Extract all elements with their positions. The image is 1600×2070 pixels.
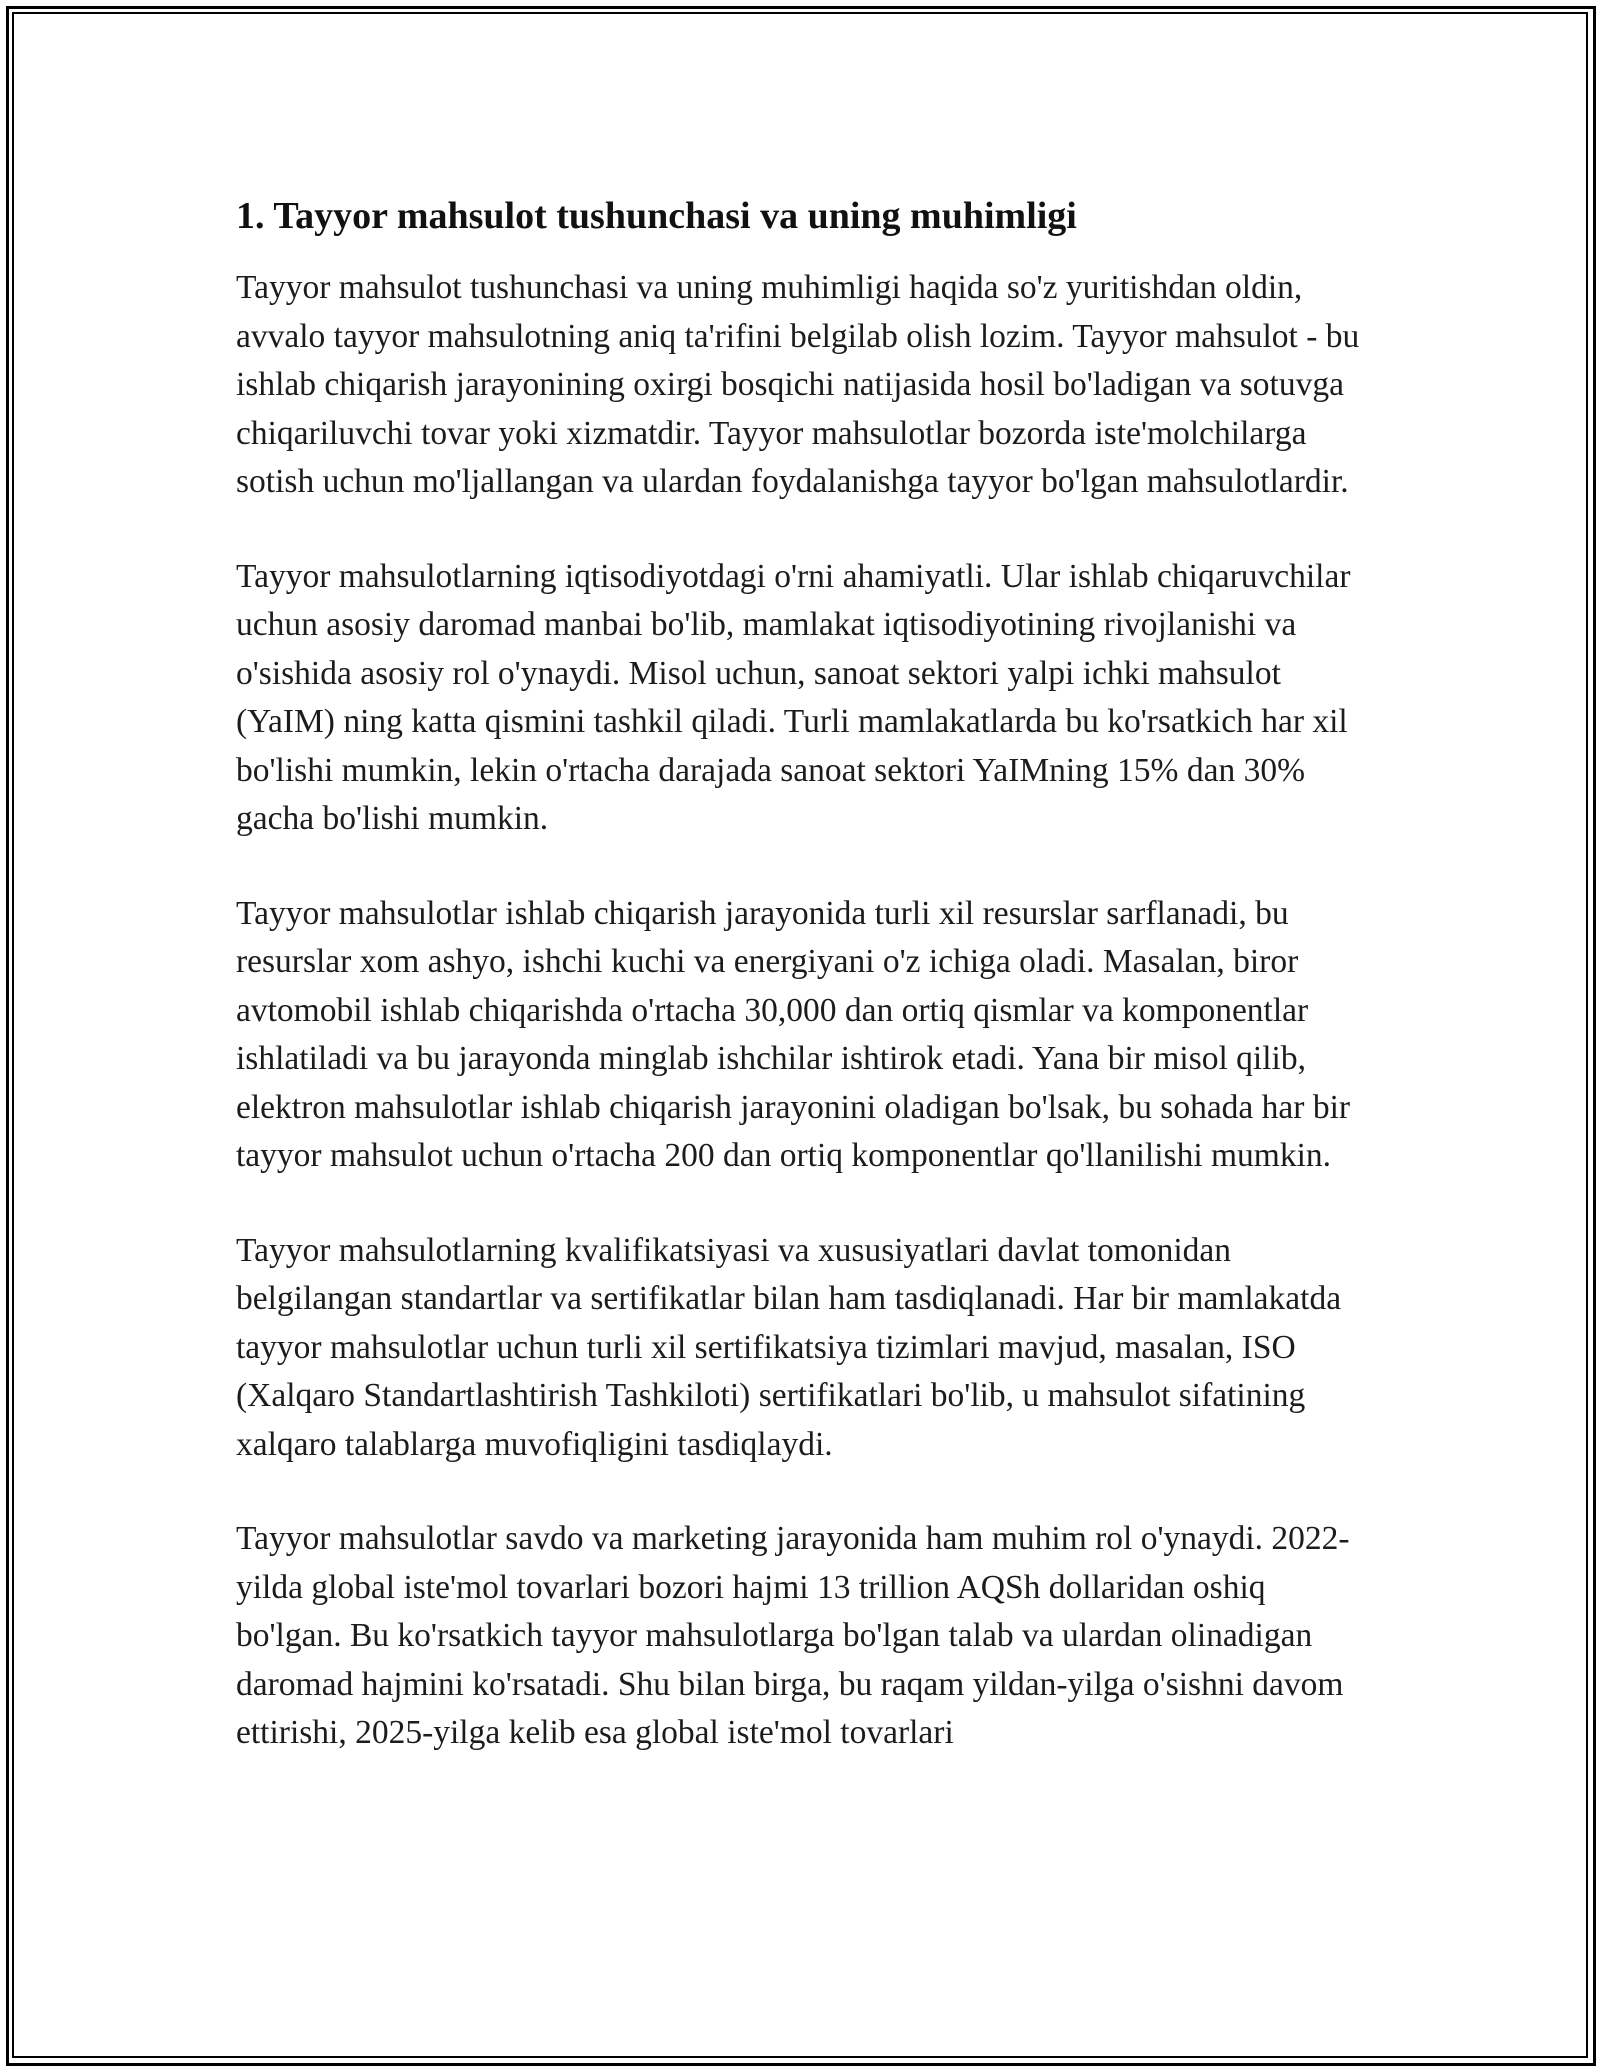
paragraph-standards: Tayyor mahsulotlarning kvalifikatsiyasi va xususiyatlari davlat tomonidan belgilangan standartlar va sertifikatlar bilan ham tasdiqlanadi. Har bir mamlakatda tayyor mahsulotlar uchun turli xil sertifikatsiya tizimlari mavjud, masalan, ISO (Xalqaro Standartlashtirish Tashkiloti) sertifikatlari bo'lib, u mahsulot sifatining xalqaro talablarga muvofiqligini tasdiqlaydi.	[236, 1231, 1342, 1463]
paragraph-definition: Tayyor mahsulot tushunchasi va uning muhimligi haqida so'z yuritishdan oldin, avvalo tayyor mahsulotning aniq ta'rifini belgilab olish lozim. Tayyor mahsulot - bu ishlab chiqarish jarayonining oxirgi bosqichi natijasida hosil bo'ladigan va sotuvga chiqariluvchi tovar yoki xizmatdir. Tayyor mahsulotlar bozorda iste'molchilarga sotish uchun mo'ljallangan va ulardan foydalanishga tayyor bo'lgan mahsulotlardir.	[236, 269, 1360, 500]
paragraph-marketing: Tayyor mahsulotlar savdo va marketing jarayonida ham muhim rol o'ynaydi. 2022-yilda global iste'mol tovarlari bozori hajmi 13 trillion AQSh dollaridan oshiq bo'lgan. Bu ko'rsatkich tayyor mahsulotlarga bo'lgan talab va ulardan olinadigan daromad hajmini ko'rsatadi. Shu bilan birga, bu raqam yildan-yilga o'sishni davom ettirishi, 2025-yilga kelib esa global iste'mol tovarlari	[236, 1520, 1350, 1751]
paragraph-resources: Tayyor mahsulotlar ishlab chiqarish jarayonida turli xil resurslar sarflanadi, bu resurslar xom ashyo, ishchi kuchi va energiyani o'z ichiga oladi. Masalan, biror avtomobil ishlab chiqarishda o'rtacha 30,000 dan ortiq qismlar va komponentlar ishlatiladi va bu jarayonda minglab ishchilar ishtirok etadi. Yana bir misol qilib, elektron mahsulotlar ishlab chiqarish jarayonini oladigan bo'lsak, bu sohada har bir tayyor mahsulot uchun o'rtacha 200 dan ortiq komponentlar qo'llanilishi mumkin.	[236, 894, 1351, 1174]
document-body	[236, 184, 1376, 1804]
paragraph-economic-role: Tayyor mahsulotlarning iqtisodiyotdagi o'rni ahamiyatli. Ular ishlab chiqaruvchilar uchun asosiy daromad manbai bo'lib, mamlakat iqtisodiyotining rivojlanishi va o'sishida asosiy rol o'ynaydi. Misol uchun, sanoat sektori yalpi ichki mahsulot (YaIM) ning katta qismini tashkil qiladi. Turli mamlakatlarda bu ko'rsatkich har xil bo'lishi mumkin, lekin o'rtacha darajada sanoat sektori YaIMning 15% dan 30% gacha bo'lishi mumkin.	[236, 557, 1351, 837]
section-heading: 1. Tayyor mahsulot tushunchasi va uning muhimligi	[236, 195, 1077, 237]
